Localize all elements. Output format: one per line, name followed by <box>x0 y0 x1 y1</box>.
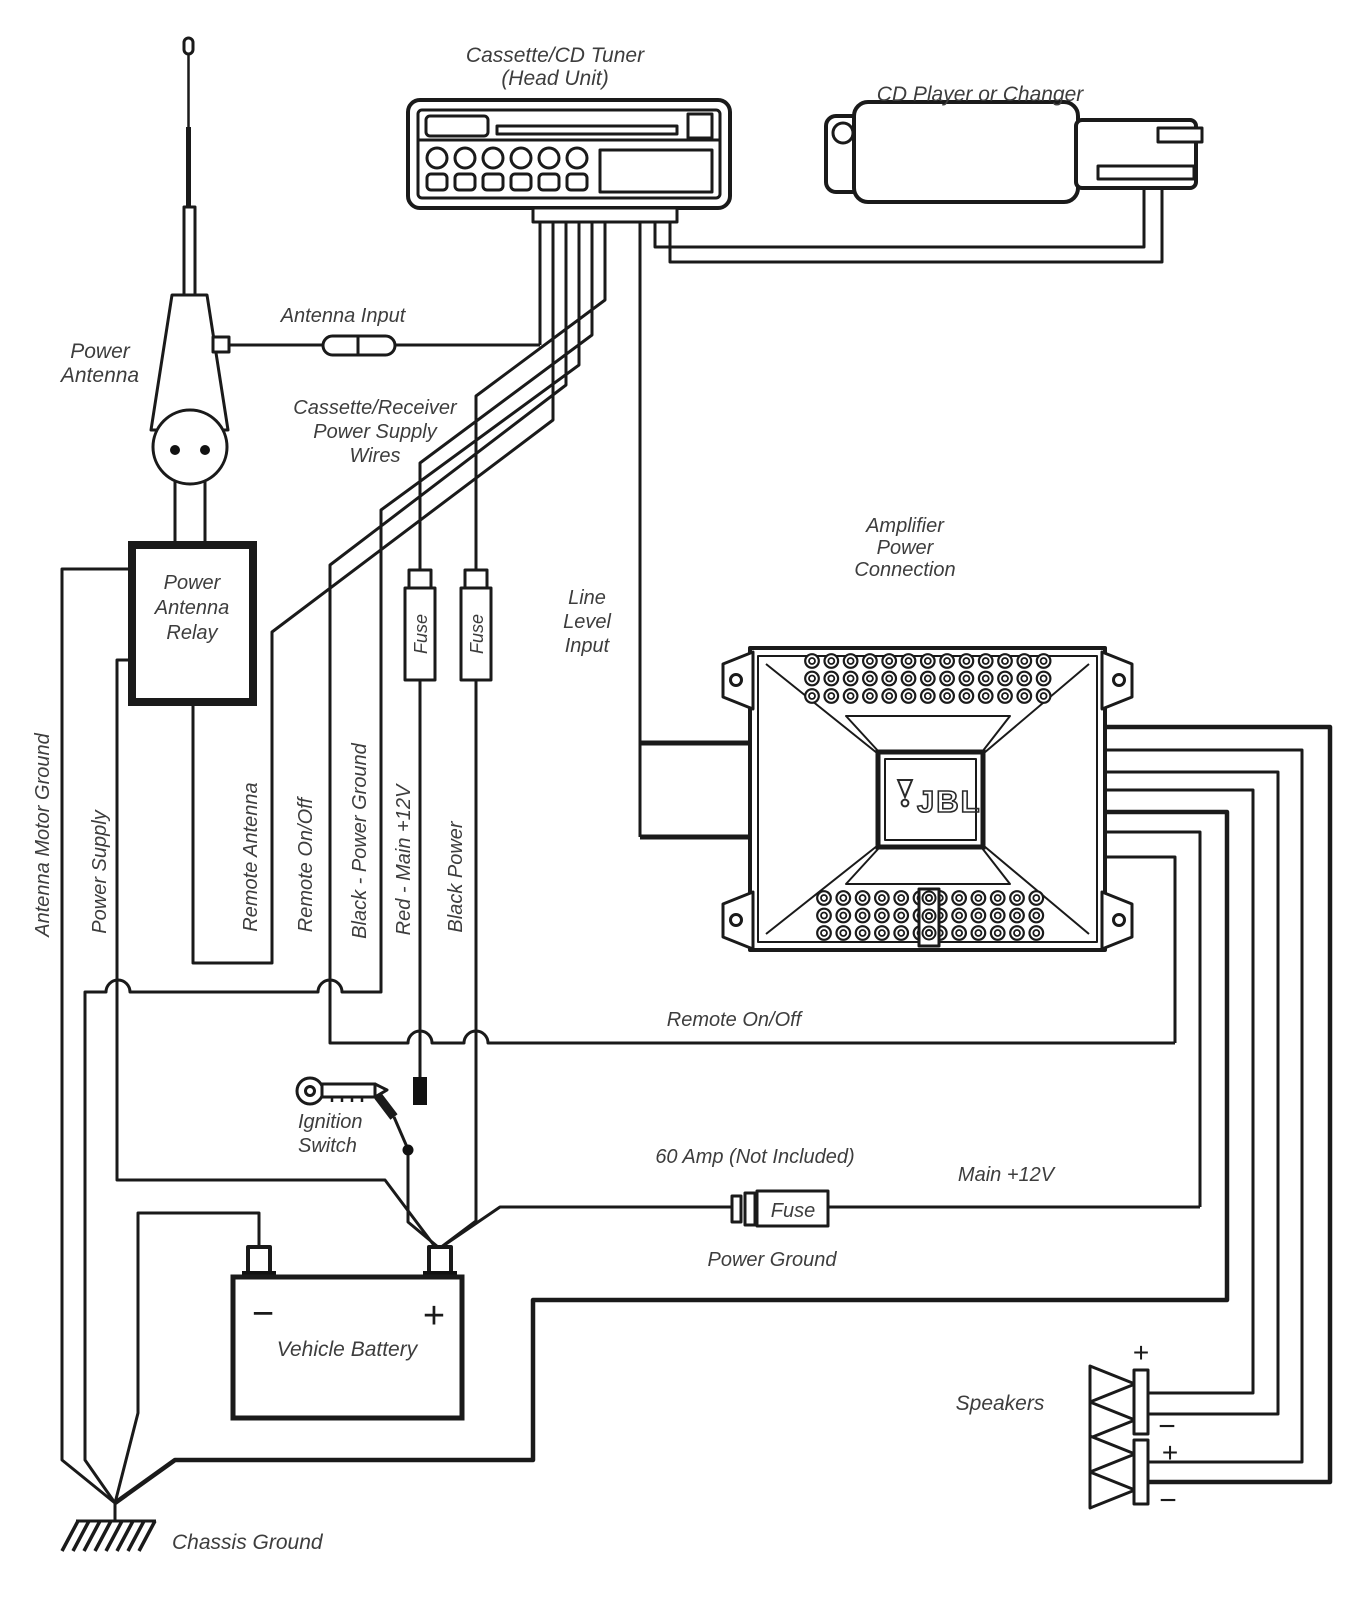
fuse-60a-body-label: Fuse <box>770 1200 816 1222</box>
speakers-label: Speakers <box>955 1392 1045 1415</box>
speaker-minus-sign: − <box>1158 1410 1176 1443</box>
remote-on-off-run-label: Remote On/Off <box>666 1009 802 1031</box>
wiring-connector <box>533 208 677 222</box>
wire-label-power-supply: Power Supply <box>89 810 111 934</box>
speakers <box>1090 1366 1148 1508</box>
head-unit-title: Cassette/CD Tuner <box>465 44 645 67</box>
svg-text:Input: Input <box>564 635 610 657</box>
svg-text:Wires: Wires <box>349 445 401 467</box>
fuse-label: Fuse <box>467 613 487 655</box>
chassis-ground-icon <box>62 1503 156 1551</box>
cassette-slot <box>497 126 677 134</box>
amplifier-title: Amplifier <box>866 515 944 537</box>
line-level-label: Line <box>568 587 606 609</box>
wire-label-antenna-motor-ground: Antenna Motor Ground <box>32 733 54 937</box>
power-antenna-icon <box>151 38 229 484</box>
svg-text:Antenna: Antenna <box>154 597 230 619</box>
supply-wires-label: Cassette/Receiver <box>293 397 457 419</box>
screw-icon <box>731 915 742 926</box>
wire-label-remote-antenna: Remote Antenna <box>240 782 262 932</box>
red-wire-terminal <box>413 1077 427 1105</box>
screw-icon <box>1114 915 1125 926</box>
svg-text:Switch: Switch <box>298 1135 357 1157</box>
fuse-label: Fuse <box>411 613 431 655</box>
antenna-input-label: Antenna Input <box>280 305 406 327</box>
switch-contact <box>403 1145 414 1156</box>
speaker-plus-sign: + <box>1161 1437 1179 1468</box>
speaker-plus-sign: + <box>1132 1337 1150 1368</box>
svg-text:Level: Level <box>563 611 611 633</box>
battery-label: Vehicle Battery <box>276 1338 418 1361</box>
head-unit-subtitle: (Head Unit) <box>501 67 609 90</box>
power-antenna-label: Power <box>70 340 130 363</box>
speaker-icon <box>1090 1436 1148 1508</box>
svg-text:Power: Power <box>876 537 934 559</box>
amplifier <box>723 648 1132 950</box>
chassis-ground-label: Chassis Ground <box>172 1531 323 1554</box>
wire-label-black-power: Black Power <box>445 821 467 933</box>
head-unit <box>408 100 730 222</box>
head-unit-screen <box>600 150 712 192</box>
power-ground-label: Power Ground <box>707 1249 837 1271</box>
battery-plus-sign: + <box>422 1295 446 1337</box>
cd-player-label: CD Player or Changer <box>876 83 1084 106</box>
eject-button <box>688 114 712 138</box>
ignition-switch-label: Ignition <box>298 1111 363 1133</box>
jbl-logo <box>878 752 983 847</box>
speaker-icon <box>1090 1366 1148 1438</box>
antenna-input-connector <box>323 336 395 355</box>
jbl-logo-text: JBL <box>917 784 982 819</box>
fuse-60a-label: 60 Amp (Not Included) <box>655 1146 855 1168</box>
switch-lever <box>378 1096 394 1117</box>
main-12v-label: Main +12V <box>957 1164 1055 1186</box>
screw-icon <box>1114 675 1125 686</box>
wire-label-black-power-ground: Black - Power Ground <box>349 743 371 939</box>
screw-icon <box>731 675 742 686</box>
relay-label: Power <box>163 572 221 594</box>
svg-text:Connection: Connection <box>854 559 956 581</box>
speaker-minus-sign: − <box>1159 1484 1177 1517</box>
battery-minus-sign: − <box>251 1293 275 1335</box>
svg-text:Power Supply: Power Supply <box>313 421 437 443</box>
wire-label-red-main-12v: Red - Main +12V <box>393 784 415 936</box>
cd-player <box>826 102 1202 202</box>
svg-text:Antenna: Antenna <box>60 364 140 387</box>
svg-text:Relay: Relay <box>166 622 218 644</box>
wire-label-remote-on-off: Remote On/Off <box>295 797 317 933</box>
head-unit-display <box>426 116 488 136</box>
